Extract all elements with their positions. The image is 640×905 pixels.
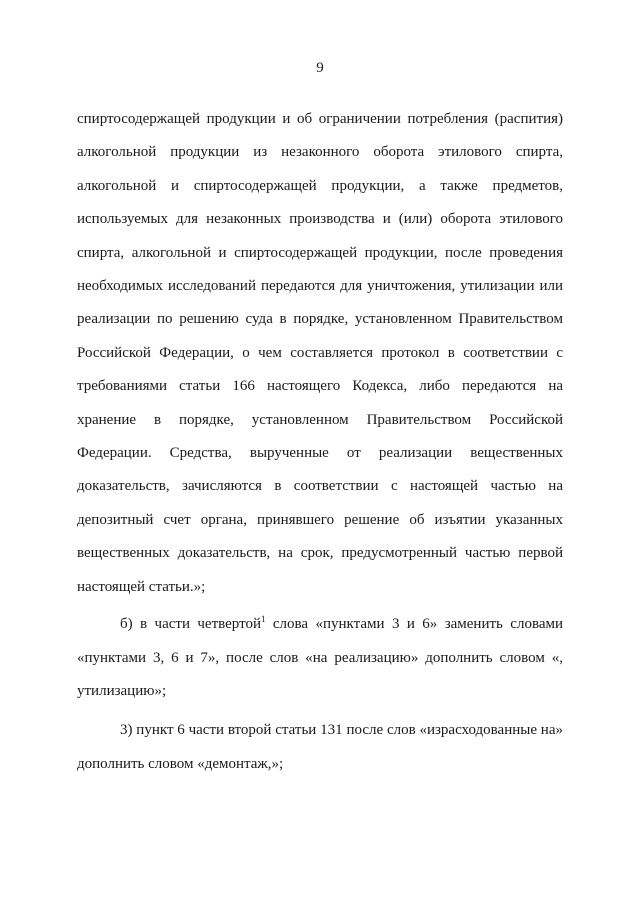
superscript-marker: 1 (260, 614, 266, 625)
paragraph-continuation: спиртосодержащей продукции и об ограничении потребления (распития) алкогольной продукции из незаконного оборота этилового спирта, алкогольной и спиртосодержащей продукции, а также предметов, используемых для незаконных производства и (или) оборота этилового спирта, алкогольной и спиртосодержащей продукции, после проведения необходимых исследований передаются для уничтожения, утилизации или реализации по решению суда в порядке, установленном Правительством Российской Федерации, о чем составляется протокол в соответствии с требованиями статьи 166 настоящего Кодекса, либо передаются на хранение в порядке, установленном Правительством Российской Федерации. Средства, вырученные от реализации вещественных доказательств, зачисляются в соответствии с настоящей частью на депозитный счет органа, принявшего решение об изъятии указанных вещественных доказательств, на срок, предусмотренный частью первой настоящей статьи.»; (77, 111, 563, 595)
paragraph-item-3: 3) пункт 6 части второй статьи 131 после слов «израсходованные на» дополнить словом «демонтаж,»; (77, 722, 563, 772)
paragraph-item-b-start: б) в части четвертой (120, 616, 261, 633)
page-number: 9 (316, 60, 324, 76)
paragraph-item-b (77, 608, 563, 708)
paragraph-item-b-rest: слова «пунктами 3 и 6» заменить словами «пунктами 3, 6 и 7», после слов «на реализацию» дополнить словом «, утилизацию»; (77, 616, 564, 699)
document-body (77, 103, 563, 781)
